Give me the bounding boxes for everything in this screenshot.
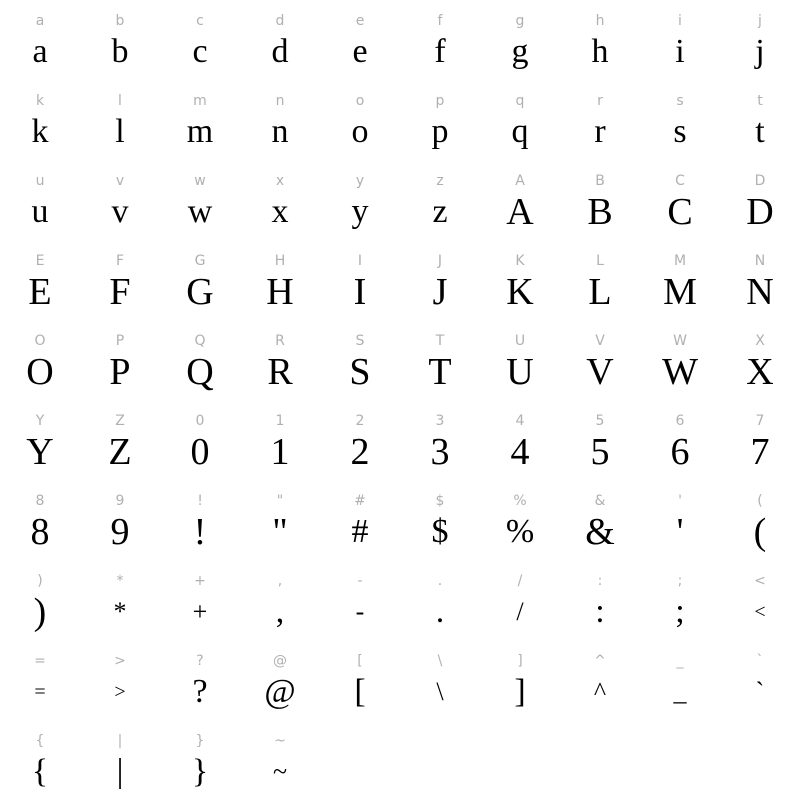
glyph-cell-label: 2: [355, 413, 365, 429]
glyph-cell: [320, 564, 400, 644]
glyph-cell: [160, 164, 240, 244]
glyph-cell-label: z: [436, 173, 444, 189]
glyph-cell: [560, 4, 640, 84]
glyph-cell-sample: ': [676, 511, 684, 553]
glyph-cell-label: (: [757, 493, 763, 509]
glyph-cell-label: T: [435, 333, 445, 349]
glyph-cell-sample: z: [432, 193, 448, 230]
glyph-cell-sample: H: [266, 271, 294, 313]
glyph-cell-sample: r: [594, 113, 606, 150]
glyph-cell: [720, 484, 800, 564]
glyph-cell: [560, 564, 640, 644]
glyph-cell-label: X: [755, 333, 765, 349]
glyph-cell-label: #: [354, 493, 366, 509]
glyph-cell-sample: F: [109, 271, 131, 313]
glyph-cell-sample: 3: [430, 431, 450, 473]
glyph-cell: [0, 484, 80, 564]
glyph-cell-label: 7: [755, 413, 765, 429]
glyph-cell: [560, 164, 640, 244]
glyph-cell: [80, 164, 160, 244]
glyph-cell-sample: &: [585, 511, 615, 553]
glyph-cell-label: D: [754, 173, 766, 189]
glyph-cell: [400, 404, 480, 484]
glyph-cell: [560, 644, 640, 724]
glyph-cell-sample: U: [506, 351, 534, 393]
glyph-cell: [0, 4, 80, 84]
glyph-cell-sample: I: [353, 271, 367, 313]
glyph-cell-label: U: [514, 333, 526, 349]
glyph-cell-label: o: [355, 93, 365, 109]
glyph-cell-sample: {: [31, 753, 49, 790]
glyph-cell: [320, 404, 400, 484]
glyph-cell: [560, 324, 640, 404]
glyph-cell-label: ^: [594, 653, 606, 669]
glyph-cell: [720, 244, 800, 324]
glyph-cell: [480, 4, 560, 84]
glyph-cell-label: ': [678, 493, 682, 509]
glyph-cell-label: ?: [196, 653, 204, 669]
glyph-cell-sample: x: [271, 193, 289, 230]
glyph-cell-sample: /: [516, 597, 524, 626]
glyph-cell-label: 3: [435, 413, 445, 429]
glyph-cell-sample: |: [116, 753, 124, 790]
glyph-cell-sample: ~: [272, 757, 288, 786]
glyph-cell-label: L: [596, 253, 604, 269]
glyph-cell-label: K: [515, 253, 525, 269]
glyph-cell-sample: ;: [675, 593, 685, 630]
glyph-cell-sample: e: [352, 33, 368, 70]
glyph-cell-label: %: [513, 493, 527, 509]
glyph-cell-label: -: [357, 573, 363, 589]
glyph-cell: [240, 324, 320, 404]
glyph-cell-sample: Y: [26, 431, 54, 473]
glyph-cell: [80, 564, 160, 644]
glyph-cell-label: j: [758, 13, 762, 29]
glyph-cell-sample: S: [349, 351, 371, 393]
glyph-cell-sample: \: [436, 677, 444, 706]
glyph-cell-sample: _: [673, 677, 687, 706]
glyph-cell-sample: 7: [750, 431, 770, 473]
glyph-cell: [720, 724, 800, 800]
glyph-cell: [320, 244, 400, 324]
glyph-cell-label: <: [754, 573, 766, 589]
glyph-cell: [640, 404, 720, 484]
glyph-cell-label: w: [194, 173, 206, 189]
glyph-cell-sample: 9: [110, 511, 130, 553]
glyph-cell-sample: y: [351, 193, 369, 230]
glyph-cell: [640, 564, 720, 644]
glyph-cell: [640, 724, 720, 800]
glyph-cell: [0, 724, 80, 800]
glyph-cell: [0, 564, 80, 644]
glyph-cell-sample: `: [755, 677, 765, 706]
glyph-cell-label: .: [437, 573, 443, 589]
glyph-cell: [160, 404, 240, 484]
glyph-cell: [560, 484, 640, 564]
glyph-cell-sample: $: [431, 513, 449, 550]
glyph-cell-sample: o: [351, 113, 369, 150]
glyph-cell-sample: P: [109, 351, 131, 393]
glyph-cell: [80, 324, 160, 404]
glyph-cell-sample: }: [191, 753, 209, 790]
glyph-cell-sample: [: [354, 673, 366, 710]
glyph-cell-sample: =: [34, 681, 46, 703]
glyph-cell: [640, 644, 720, 724]
glyph-cell: [320, 724, 400, 800]
glyph-cell-label: ;: [677, 573, 683, 589]
glyph-cell: [80, 404, 160, 484]
glyph-cell-sample: q: [511, 113, 529, 150]
glyph-cell: [160, 724, 240, 800]
glyph-cell-label: c: [196, 13, 204, 29]
glyph-cell-label: O: [34, 333, 46, 349]
glyph-cell: [720, 644, 800, 724]
glyph-cell-label: 5: [595, 413, 605, 429]
glyph-cell: [240, 244, 320, 324]
glyph-cell-sample: 4: [510, 431, 530, 473]
glyph-cell: [640, 324, 720, 404]
glyph-cell-label: `: [756, 653, 764, 669]
glyph-cell-label: *: [116, 573, 124, 589]
glyph-cell: [0, 84, 80, 164]
glyph-cell-label: Y: [35, 413, 45, 429]
glyph-cell-label: 6: [675, 413, 685, 429]
glyph-cell-label: a: [35, 13, 45, 29]
glyph-cell-sample: X: [746, 351, 774, 393]
glyph-cell: [720, 84, 800, 164]
glyph-cell: [80, 484, 160, 564]
glyph-cell: [80, 244, 160, 324]
glyph-cell: [480, 84, 560, 164]
glyph-cell-label: &: [594, 493, 606, 509]
glyph-cell: [160, 324, 240, 404]
glyph-cell-sample: p: [431, 113, 449, 150]
glyph-cell-sample: i: [675, 33, 685, 70]
glyph-cell: [640, 244, 720, 324]
glyph-cell-label: i: [678, 13, 682, 29]
glyph-cell-sample: -: [355, 597, 365, 626]
glyph-cell-label: }: [195, 733, 205, 749]
glyph-cell-label: \: [437, 653, 443, 669]
glyph-cell-sample: m: [186, 113, 214, 150]
glyph-cell-label: ": [276, 493, 284, 509]
glyph-cell: [640, 4, 720, 84]
glyph-cell-label: y: [355, 173, 365, 189]
glyph-cell-label: 4: [515, 413, 525, 429]
glyph-cell-label: ,: [277, 573, 283, 589]
glyph-cell: [480, 484, 560, 564]
glyph-cell: [240, 4, 320, 84]
glyph-cell-sample: v: [111, 193, 129, 230]
glyph-cell-label: B: [595, 173, 605, 189]
glyph-cell-label: q: [515, 93, 525, 109]
glyph-cell-label: v: [115, 173, 125, 189]
glyph-cell-label: 9: [115, 493, 125, 509]
glyph-cell: [480, 324, 560, 404]
glyph-cell-label: |: [117, 733, 123, 749]
glyph-cell-label: J: [437, 253, 443, 269]
glyph-cell-sample: *: [113, 597, 127, 626]
glyph-cell-sample: 8: [30, 511, 50, 553]
glyph-cell-label: C: [675, 173, 685, 189]
glyph-cell: [640, 84, 720, 164]
glyph-cell-sample: b: [111, 33, 129, 70]
glyph-cell-sample: L: [588, 271, 612, 313]
glyph-cell-label: 8: [35, 493, 45, 509]
glyph-cell-sample: s: [673, 113, 687, 150]
glyph-cell-sample: T: [428, 351, 452, 393]
glyph-cell-sample: c: [192, 33, 208, 70]
glyph-cell: [320, 4, 400, 84]
glyph-cell-sample: ?: [192, 673, 208, 710]
glyph-cell-sample: @: [264, 673, 296, 710]
glyph-cell: [560, 724, 640, 800]
glyph-cell: [400, 164, 480, 244]
glyph-cell-sample: J: [432, 271, 448, 313]
glyph-cell-label: k: [35, 93, 45, 109]
glyph-cell: [320, 84, 400, 164]
glyph-cell: [0, 404, 80, 484]
glyph-cell: [640, 484, 720, 564]
glyph-cell-sample: g: [511, 33, 529, 70]
glyph-cell: [400, 84, 480, 164]
glyph-cell-sample: k: [31, 113, 49, 150]
glyph-cell-sample: #: [351, 513, 369, 550]
glyph-cell-label: h: [595, 13, 605, 29]
glyph-cell: [80, 724, 160, 800]
glyph-cell-sample: %: [505, 513, 535, 550]
glyph-cell-sample: 0: [190, 431, 210, 473]
glyph-cell-sample: Q: [186, 351, 214, 393]
glyph-cell-label: 0: [195, 413, 205, 429]
glyph-cell-sample: l: [115, 113, 125, 150]
glyph-cell-label: W: [673, 333, 687, 349]
glyph-cell-label: A: [515, 173, 525, 189]
glyph-cell-label: l: [118, 93, 122, 109]
glyph-cell: [0, 164, 80, 244]
glyph-cell-sample: ": [272, 511, 288, 553]
glyph-cell-sample: t: [755, 113, 765, 150]
glyph-cell-sample: 5: [590, 431, 610, 473]
glyph-cell-sample: j: [755, 33, 765, 70]
glyph-cell: [160, 644, 240, 724]
glyph-cell-label: f: [437, 13, 443, 29]
glyph-cell-label: G: [194, 253, 206, 269]
glyph-cell: [480, 644, 560, 724]
glyph-cell: [320, 324, 400, 404]
glyph-cell: [480, 724, 560, 800]
glyph-cell-sample: >: [114, 681, 126, 703]
glyph-cell-label: ]: [517, 653, 523, 669]
glyph-cell: [480, 244, 560, 324]
glyph-cell-label: ~: [274, 733, 286, 749]
glyph-cell: [720, 164, 800, 244]
glyph-cell-label: n: [275, 93, 285, 109]
glyph-cell: [320, 484, 400, 564]
glyph-cell-sample: ]: [514, 673, 526, 710]
glyph-cell-label: m: [193, 93, 207, 109]
glyph-cell: [160, 84, 240, 164]
glyph-cell-sample: D: [746, 191, 774, 233]
glyph-cell: [80, 4, 160, 84]
glyph-cell-label: V: [595, 333, 605, 349]
glyph-cell-label: $: [435, 493, 445, 509]
glyph-cell: [320, 164, 400, 244]
glyph-cell-label: Z: [115, 413, 125, 429]
glyph-cell-label: R: [275, 333, 285, 349]
glyph-cell: [400, 4, 480, 84]
glyph-cell-label: x: [275, 173, 285, 189]
glyph-cell-sample: W: [662, 351, 698, 393]
glyph-cell: [400, 564, 480, 644]
glyph-cell-sample: !: [193, 511, 207, 553]
glyph-cell: [0, 244, 80, 324]
glyph-cell-label: :: [597, 573, 603, 589]
glyph-cell: [400, 644, 480, 724]
glyph-cell-sample: 2: [350, 431, 370, 473]
glyph-cell-sample: 1: [270, 431, 290, 473]
glyph-cell-label: >: [114, 653, 126, 669]
glyph-cell-label: p: [435, 93, 445, 109]
glyph-cell-sample: 6: [670, 431, 690, 473]
glyph-cell-sample: f: [434, 33, 446, 70]
glyph-cell: [720, 404, 800, 484]
glyph-cell-sample: B: [587, 191, 613, 233]
glyph-cell-label: E: [35, 253, 45, 269]
glyph-cell-sample: ,: [275, 593, 285, 630]
glyph-cell: [160, 564, 240, 644]
glyph-cell-label: e: [355, 13, 365, 29]
glyph-cell-label: M: [673, 253, 687, 269]
glyph-cell: [560, 84, 640, 164]
glyph-cell: [720, 324, 800, 404]
glyph-cell: [640, 164, 720, 244]
glyph-cell-label: =: [34, 653, 46, 669]
glyph-cell: [480, 164, 560, 244]
glyph-cell-label: ): [37, 573, 43, 589]
glyph-cell-label: S: [355, 333, 365, 349]
glyph-cell-sample: ): [33, 591, 47, 633]
glyph-cell: [160, 244, 240, 324]
glyph-cell: [720, 4, 800, 84]
glyph-cell-sample: .: [435, 593, 445, 630]
glyph-cell: [80, 84, 160, 164]
glyph-cell-label: Q: [194, 333, 206, 349]
glyph-cell: [240, 644, 320, 724]
glyph-cell-sample: a: [32, 33, 48, 70]
glyph-cell-label: {: [35, 733, 45, 749]
glyph-cell-label: /: [517, 573, 523, 589]
glyph-cell: [720, 564, 800, 644]
glyph-cell: [320, 644, 400, 724]
glyph-cell-label: I: [357, 253, 363, 269]
glyph-cell-sample: d: [271, 33, 289, 70]
glyph-cell: [240, 404, 320, 484]
glyph-cell-label: u: [35, 173, 45, 189]
glyph-cell: [480, 404, 560, 484]
glyph-cell: [400, 244, 480, 324]
glyph-cell-label: F: [115, 253, 125, 269]
glyph-cell: [400, 324, 480, 404]
glyph-cell-label: N: [754, 253, 766, 269]
glyph-cell-label: 1: [275, 413, 285, 429]
glyph-cell-sample: V: [586, 351, 614, 393]
glyph-cell: [400, 724, 480, 800]
glyph-cell-label: t: [757, 93, 763, 109]
glyph-cell-label: s: [676, 93, 684, 109]
glyph-cell-sample: (: [753, 511, 767, 553]
glyph-cell: [400, 484, 480, 564]
glyph-cell-sample: M: [663, 271, 697, 313]
glyph-cell-sample: A: [506, 191, 534, 233]
glyph-cell: [0, 644, 80, 724]
glyph-cell-sample: u: [31, 193, 49, 230]
glyph-cell-sample: K: [506, 271, 534, 313]
glyph-cell-sample: n: [271, 113, 289, 150]
glyph-cell-label: _: [676, 653, 684, 669]
glyph-cell: [240, 164, 320, 244]
glyph-cell-label: d: [275, 13, 285, 29]
glyph-cell-label: g: [515, 13, 525, 29]
glyph-cell: [160, 4, 240, 84]
glyph-cell: [0, 324, 80, 404]
glyph-cell-label: !: [197, 493, 203, 509]
glyph-cell-label: b: [115, 13, 125, 29]
glyph-cell: [240, 484, 320, 564]
glyph-cell-sample: h: [591, 33, 609, 70]
glyph-cell-sample: R: [267, 351, 293, 393]
glyph-cell-sample: N: [746, 271, 774, 313]
glyph-cell-sample: C: [667, 191, 693, 233]
glyph-cell-sample: +: [192, 597, 208, 626]
glyph-cell-label: H: [274, 253, 286, 269]
glyph-cell: [160, 484, 240, 564]
glyph-cell-sample: G: [186, 271, 214, 313]
glyph-cell: [560, 244, 640, 324]
glyph-cell-sample: O: [26, 351, 54, 393]
glyph-cell: [240, 84, 320, 164]
glyph-cell-sample: ^: [593, 677, 607, 706]
glyph-cell-sample: w: [187, 193, 213, 230]
glyph-cell-sample: <: [754, 601, 766, 623]
glyph-cell-sample: Z: [108, 431, 132, 473]
glyph-cell: [80, 644, 160, 724]
glyph-cell-label: r: [597, 93, 603, 109]
glyph-cell-label: [: [357, 653, 363, 669]
glyph-cell: [240, 724, 320, 800]
glyph-cell-label: +: [194, 573, 206, 589]
glyph-cell-label: @: [273, 653, 287, 669]
glyph-cell-sample: E: [28, 271, 52, 313]
glyph-cell: [240, 564, 320, 644]
glyph-cell: [480, 564, 560, 644]
glyph-cell-sample: :: [595, 593, 605, 630]
glyph-cell: [560, 404, 640, 484]
glyph-cell-label: P: [115, 333, 125, 349]
